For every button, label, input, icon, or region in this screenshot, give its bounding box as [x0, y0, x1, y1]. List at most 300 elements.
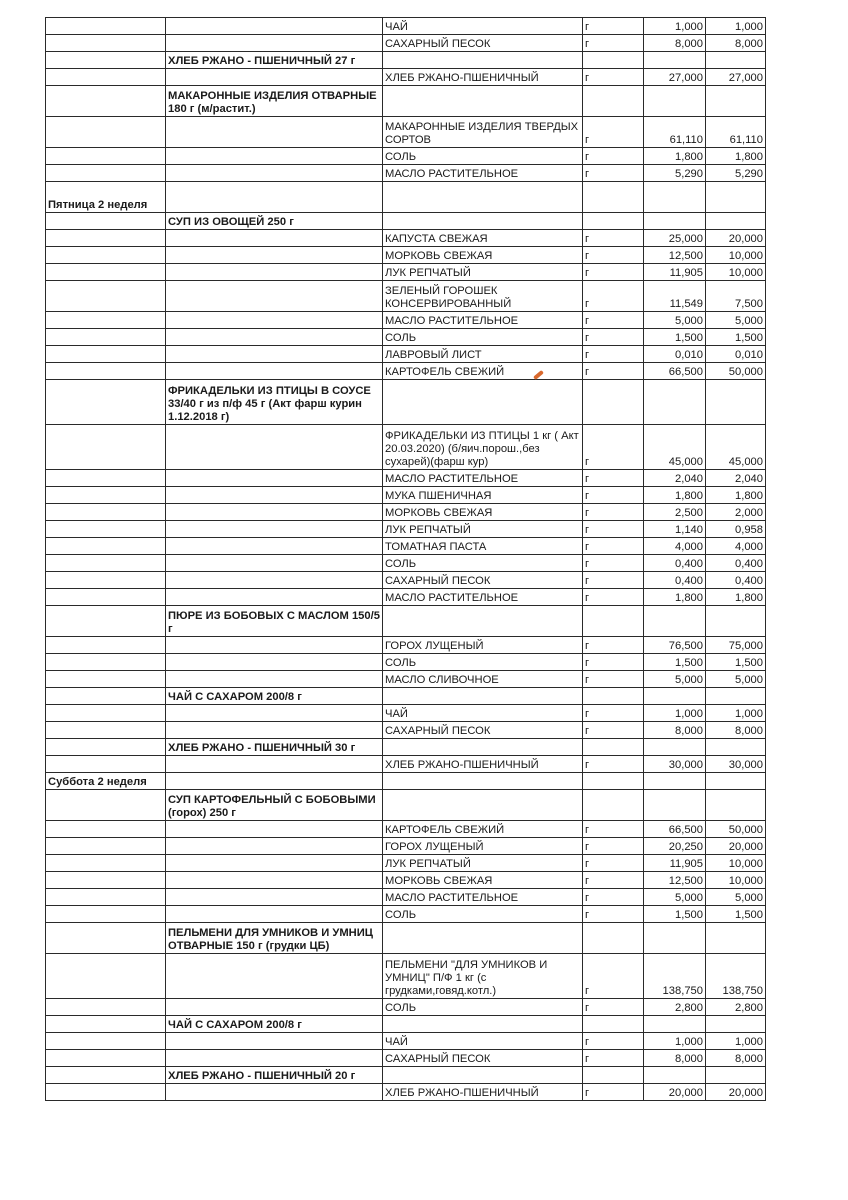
net-cell — [706, 380, 766, 425]
ingredient-row — [46, 872, 766, 889]
ingredient-cell: ЛУК РЕПЧАТЫЙ — [383, 264, 583, 281]
ingredient-row — [46, 1033, 766, 1050]
ingredient-row — [46, 889, 766, 906]
unit-cell: г — [583, 329, 644, 346]
unit-cell — [583, 182, 644, 213]
day-cell — [46, 637, 166, 654]
unit-cell — [583, 790, 644, 821]
ingredient-row — [46, 230, 766, 247]
ingredient-row — [46, 69, 766, 86]
day-cell — [46, 756, 166, 773]
ingredient-cell: САХАРНЫЙ ПЕСОК — [383, 1050, 583, 1067]
unit-cell: г — [583, 247, 644, 264]
ingredient-row — [46, 363, 766, 380]
gross-cell — [644, 606, 706, 637]
gross-cell: 2,500 — [644, 504, 706, 521]
ingredient-row — [46, 346, 766, 363]
dish-cell — [166, 722, 383, 739]
day-cell — [46, 52, 166, 69]
ingredient-cell: ХЛЕБ РЖАНО-ПШЕНИЧНЫЙ — [383, 69, 583, 86]
dish-row — [46, 380, 766, 425]
day-cell: Пятница 2 неделя — [46, 182, 166, 213]
gross-cell: 138,750 — [644, 954, 706, 999]
day-cell — [46, 247, 166, 264]
day-cell — [46, 538, 166, 555]
dish-row — [46, 923, 766, 954]
net-cell: 0,400 — [706, 555, 766, 572]
net-cell: 5,000 — [706, 671, 766, 688]
unit-cell: г — [583, 889, 644, 906]
unit-cell — [583, 86, 644, 117]
day-cell — [46, 487, 166, 504]
ingredient-cell: СОЛЬ — [383, 555, 583, 572]
day-cell — [46, 1050, 166, 1067]
gross-cell: 8,000 — [644, 35, 706, 52]
unit-cell: г — [583, 999, 644, 1016]
gross-cell: 61,110 — [644, 117, 706, 148]
unit-cell — [583, 213, 644, 230]
unit-cell: г — [583, 363, 644, 380]
dish-cell: СУП ИЗ ОВОЩЕЙ 250 г — [166, 213, 383, 230]
unit-cell — [583, 380, 644, 425]
ingredient-cell — [383, 213, 583, 230]
gross-cell: 66,500 — [644, 363, 706, 380]
dish-cell — [166, 555, 383, 572]
net-cell — [706, 182, 766, 213]
day-cell — [46, 35, 166, 52]
ingredient-cell: САХАРНЫЙ ПЕСОК — [383, 572, 583, 589]
ingredient-row — [46, 281, 766, 312]
gross-cell — [644, 182, 706, 213]
ingredient-cell: МАСЛО РАСТИТЕЛЬНОЕ — [383, 589, 583, 606]
ingredient-cell: ФРИКАДЕЛЬКИ ИЗ ПТИЦЫ 1 кг ( Акт 20.03.2020) (б/яич.порош.,без сухарей)(фарш кур) — [383, 425, 583, 470]
dish-cell — [166, 705, 383, 722]
unit-cell: г — [583, 165, 644, 182]
unit-cell: г — [583, 637, 644, 654]
unit-cell: г — [583, 470, 644, 487]
unit-cell: г — [583, 838, 644, 855]
ingredient-row — [46, 555, 766, 572]
gross-cell — [644, 773, 706, 790]
net-cell: 2,800 — [706, 999, 766, 1016]
dish-cell — [166, 504, 383, 521]
dish-row — [46, 790, 766, 821]
net-cell: 10,000 — [706, 872, 766, 889]
ingredient-row — [46, 906, 766, 923]
unit-cell: г — [583, 521, 644, 538]
ingredient-row — [46, 954, 766, 999]
dish-cell — [166, 838, 383, 855]
net-cell: 75,000 — [706, 637, 766, 654]
net-cell — [706, 52, 766, 69]
gross-cell — [644, 1016, 706, 1033]
day-cell — [46, 999, 166, 1016]
gross-cell — [644, 923, 706, 954]
unit-cell: г — [583, 1084, 644, 1101]
gross-cell — [644, 86, 706, 117]
ingredient-cell: СОЛЬ — [383, 148, 583, 165]
unit-cell: г — [583, 538, 644, 555]
ingredient-row — [46, 425, 766, 470]
gross-cell — [644, 688, 706, 705]
gross-cell: 1,800 — [644, 148, 706, 165]
net-cell: 8,000 — [706, 1050, 766, 1067]
net-cell — [706, 1016, 766, 1033]
gross-cell: 11,905 — [644, 264, 706, 281]
ingredient-cell: САХАРНЫЙ ПЕСОК — [383, 35, 583, 52]
net-cell: 45,000 — [706, 425, 766, 470]
dish-cell — [166, 312, 383, 329]
gross-cell: 20,000 — [644, 1084, 706, 1101]
dish-row — [46, 606, 766, 637]
ingredient-row — [46, 538, 766, 555]
gross-cell: 11,905 — [644, 855, 706, 872]
gross-cell: 1,000 — [644, 18, 706, 35]
dish-cell — [166, 855, 383, 872]
net-cell: 0,958 — [706, 521, 766, 538]
unit-cell: г — [583, 281, 644, 312]
day-cell — [46, 69, 166, 86]
dish-cell — [166, 247, 383, 264]
net-cell: 1,500 — [706, 329, 766, 346]
gross-cell — [644, 790, 706, 821]
ingredient-cell — [383, 52, 583, 69]
dish-cell — [166, 906, 383, 923]
ingredient-cell: КАРТОФЕЛЬ СВЕЖИЙ — [383, 363, 583, 380]
menu-table — [45, 17, 766, 1101]
gross-cell: 12,500 — [644, 247, 706, 264]
unit-cell: г — [583, 872, 644, 889]
dish-cell — [166, 487, 383, 504]
unit-cell: г — [583, 425, 644, 470]
day-cell — [46, 213, 166, 230]
dish-cell — [166, 572, 383, 589]
dish-cell — [166, 637, 383, 654]
dish-cell — [166, 521, 383, 538]
day-cell — [46, 1084, 166, 1101]
day-cell — [46, 555, 166, 572]
ingredient-row — [46, 117, 766, 148]
gross-cell — [644, 739, 706, 756]
gross-cell: 1,500 — [644, 906, 706, 923]
ingredient-row — [46, 165, 766, 182]
dish-cell — [166, 773, 383, 790]
gross-cell: 30,000 — [644, 756, 706, 773]
gross-cell — [644, 213, 706, 230]
dish-cell — [166, 1084, 383, 1101]
unit-cell: г — [583, 346, 644, 363]
dish-row — [46, 52, 766, 69]
ingredient-cell: ГОРОХ ЛУЩЕНЫЙ — [383, 637, 583, 654]
ingredient-cell — [383, 790, 583, 821]
ingredient-cell — [383, 773, 583, 790]
ingredient-cell: СОЛЬ — [383, 329, 583, 346]
day-cell — [46, 230, 166, 247]
day-cell — [46, 589, 166, 606]
gross-cell: 1,500 — [644, 329, 706, 346]
ingredient-cell: МАКАРОННЫЕ ИЗДЕЛИЯ ТВЕРДЫХ СОРТОВ — [383, 117, 583, 148]
net-cell — [706, 86, 766, 117]
unit-cell — [583, 739, 644, 756]
dish-cell — [166, 165, 383, 182]
gross-cell: 8,000 — [644, 722, 706, 739]
ingredient-row — [46, 264, 766, 281]
ingredient-cell — [383, 182, 583, 213]
ingredient-row — [46, 1084, 766, 1101]
ingredient-row — [46, 722, 766, 739]
net-cell: 10,000 — [706, 855, 766, 872]
day-cell — [46, 470, 166, 487]
ingredient-row — [46, 504, 766, 521]
day-cell — [46, 1033, 166, 1050]
net-cell — [706, 773, 766, 790]
dish-cell — [166, 654, 383, 671]
day-row — [46, 182, 766, 213]
unit-cell: г — [583, 705, 644, 722]
gross-cell: 1,000 — [644, 1033, 706, 1050]
ingredient-cell: МОРКОВЬ СВЕЖАЯ — [383, 247, 583, 264]
dish-cell: ЧАЙ С САХАРОМ 200/8 г — [166, 688, 383, 705]
ingredient-cell — [383, 86, 583, 117]
ingredient-cell: МАСЛО РАСТИТЕЛЬНОЕ — [383, 165, 583, 182]
day-cell — [46, 18, 166, 35]
ingredient-row — [46, 855, 766, 872]
ingredient-cell — [383, 739, 583, 756]
ingredient-cell: ТОМАТНАЯ ПАСТА — [383, 538, 583, 555]
ingredient-row — [46, 572, 766, 589]
gross-cell: 12,500 — [644, 872, 706, 889]
gross-cell: 76,500 — [644, 637, 706, 654]
dish-cell — [166, 264, 383, 281]
ingredient-cell — [383, 606, 583, 637]
dish-row — [46, 86, 766, 117]
ingredient-cell: ЛУК РЕПЧАТЫЙ — [383, 855, 583, 872]
gross-cell: 5,000 — [644, 671, 706, 688]
dish-cell — [166, 363, 383, 380]
ingredient-cell: МОРКОВЬ СВЕЖАЯ — [383, 872, 583, 889]
net-cell: 10,000 — [706, 247, 766, 264]
day-cell: Суббота 2 неделя — [46, 773, 166, 790]
dish-cell — [166, 425, 383, 470]
ingredient-row — [46, 312, 766, 329]
dish-cell: СУП КАРТОФЕЛЬНЫЙ С БОБОВЫМИ (горох) 250 г — [166, 790, 383, 821]
ingredient-cell: МУКА ПШЕНИЧНАЯ — [383, 487, 583, 504]
ingredient-cell: МОРКОВЬ СВЕЖАЯ — [383, 504, 583, 521]
ingredient-cell: САХАРНЫЙ ПЕСОК — [383, 722, 583, 739]
gross-cell — [644, 52, 706, 69]
gross-cell: 0,400 — [644, 555, 706, 572]
net-cell: 8,000 — [706, 35, 766, 52]
ingredient-cell — [383, 1016, 583, 1033]
unit-cell: г — [583, 117, 644, 148]
gross-cell: 1,500 — [644, 654, 706, 671]
dish-cell — [166, 1033, 383, 1050]
gross-cell: 2,040 — [644, 470, 706, 487]
day-cell — [46, 346, 166, 363]
net-cell: 1,500 — [706, 654, 766, 671]
ingredient-cell: КАПУСТА СВЕЖАЯ — [383, 230, 583, 247]
ingredient-cell: МАСЛО РАСТИТЕЛЬНОЕ — [383, 312, 583, 329]
unit-cell: г — [583, 148, 644, 165]
gross-cell — [644, 1067, 706, 1084]
unit-cell: г — [583, 230, 644, 247]
ingredient-cell: ХЛЕБ РЖАНО-ПШЕНИЧНЫЙ — [383, 1084, 583, 1101]
gross-cell: 1,140 — [644, 521, 706, 538]
gross-cell: 25,000 — [644, 230, 706, 247]
unit-cell: г — [583, 589, 644, 606]
ingredient-row — [46, 821, 766, 838]
day-cell — [46, 117, 166, 148]
unit-cell — [583, 688, 644, 705]
ingredient-row — [46, 705, 766, 722]
ingredient-cell: ЧАЙ — [383, 18, 583, 35]
unit-cell: г — [583, 555, 644, 572]
net-cell — [706, 213, 766, 230]
day-row — [46, 773, 766, 790]
day-cell — [46, 312, 166, 329]
unit-cell: г — [583, 906, 644, 923]
unit-cell: г — [583, 572, 644, 589]
dish-cell — [166, 346, 383, 363]
dish-cell: МАКАРОННЫЕ ИЗДЕЛИЯ ОТВАРНЫЕ 180 г (м/растит.) — [166, 86, 383, 117]
net-cell: 50,000 — [706, 363, 766, 380]
day-cell — [46, 380, 166, 425]
gross-cell: 45,000 — [644, 425, 706, 470]
menu-table-body — [46, 18, 766, 1101]
net-cell: 10,000 — [706, 264, 766, 281]
unit-cell: г — [583, 264, 644, 281]
dish-cell: ПЮРЕ ИЗ БОБОВЫХ С МАСЛОМ 150/5 г — [166, 606, 383, 637]
net-cell: 20,000 — [706, 1084, 766, 1101]
ingredient-cell — [383, 923, 583, 954]
day-cell — [46, 705, 166, 722]
unit-cell — [583, 606, 644, 637]
dish-cell — [166, 230, 383, 247]
unit-cell: г — [583, 671, 644, 688]
net-cell: 0,400 — [706, 572, 766, 589]
ingredient-cell: ПЕЛЬМЕНИ "ДЛЯ УМНИКОВ И УМНИЦ" П/Ф 1 кг (с грудками,говяд.котл.) — [383, 954, 583, 999]
unit-cell — [583, 1016, 644, 1033]
dish-cell — [166, 148, 383, 165]
gross-cell: 1,800 — [644, 589, 706, 606]
dish-cell: ПЕЛЬМЕНИ ДЛЯ УМНИКОВ И УМНИЦ ОТВАРНЫЕ 150 г (грудки ЦБ) — [166, 923, 383, 954]
dish-cell — [166, 954, 383, 999]
gross-cell: 2,800 — [644, 999, 706, 1016]
net-cell — [706, 606, 766, 637]
dish-cell — [166, 470, 383, 487]
ingredient-row — [46, 637, 766, 654]
net-cell: 20,000 — [706, 230, 766, 247]
day-cell — [46, 165, 166, 182]
ingredient-row — [46, 1050, 766, 1067]
net-cell: 1,000 — [706, 705, 766, 722]
day-cell — [46, 264, 166, 281]
gross-cell: 20,250 — [644, 838, 706, 855]
dish-cell: ХЛЕБ РЖАНО - ПШЕНИЧНЫЙ 30 г — [166, 739, 383, 756]
gross-cell: 8,000 — [644, 1050, 706, 1067]
dish-cell — [166, 999, 383, 1016]
day-cell — [46, 821, 166, 838]
gross-cell: 11,549 — [644, 281, 706, 312]
ingredient-cell: СОЛЬ — [383, 906, 583, 923]
gross-cell: 66,500 — [644, 821, 706, 838]
gross-cell: 0,400 — [644, 572, 706, 589]
gross-cell: 5,000 — [644, 312, 706, 329]
unit-cell: г — [583, 69, 644, 86]
dish-cell — [166, 117, 383, 148]
dish-row — [46, 1067, 766, 1084]
unit-cell: г — [583, 1050, 644, 1067]
dish-cell — [166, 182, 383, 213]
net-cell: 1,500 — [706, 906, 766, 923]
day-cell — [46, 739, 166, 756]
unit-cell — [583, 52, 644, 69]
net-cell: 2,040 — [706, 470, 766, 487]
day-cell — [46, 855, 166, 872]
day-cell — [46, 1067, 166, 1084]
net-cell: 1,000 — [706, 18, 766, 35]
ingredient-cell: ХЛЕБ РЖАНО-ПШЕНИЧНЫЙ — [383, 756, 583, 773]
day-cell — [46, 872, 166, 889]
ingredient-row — [46, 247, 766, 264]
day-cell — [46, 363, 166, 380]
dish-cell — [166, 821, 383, 838]
day-cell — [46, 790, 166, 821]
dish-cell — [166, 18, 383, 35]
day-cell — [46, 1016, 166, 1033]
dish-cell: ФРИКАДЕЛЬКИ ИЗ ПТИЦЫ В СОУСЕ 33/40 г из п/ф 45 г (Акт фарш курин 1.12.2018 г) — [166, 380, 383, 425]
net-cell: 7,500 — [706, 281, 766, 312]
net-cell: 5,000 — [706, 312, 766, 329]
day-cell — [46, 504, 166, 521]
net-cell: 20,000 — [706, 838, 766, 855]
net-cell — [706, 739, 766, 756]
dish-cell — [166, 281, 383, 312]
ingredient-row — [46, 329, 766, 346]
net-cell — [706, 923, 766, 954]
net-cell: 5,000 — [706, 889, 766, 906]
net-cell: 30,000 — [706, 756, 766, 773]
unit-cell — [583, 1067, 644, 1084]
unit-cell: г — [583, 654, 644, 671]
ingredient-row — [46, 487, 766, 504]
unit-cell: г — [583, 487, 644, 504]
ingredient-cell — [383, 380, 583, 425]
unit-cell: г — [583, 35, 644, 52]
day-cell — [46, 671, 166, 688]
ingredient-row — [46, 999, 766, 1016]
net-cell: 27,000 — [706, 69, 766, 86]
dish-cell — [166, 538, 383, 555]
ingredient-row — [46, 756, 766, 773]
gross-cell: 0,010 — [644, 346, 706, 363]
unit-cell — [583, 923, 644, 954]
day-cell — [46, 148, 166, 165]
net-cell: 2,000 — [706, 504, 766, 521]
ingredient-cell: СОЛЬ — [383, 999, 583, 1016]
ingredient-row — [46, 148, 766, 165]
unit-cell: г — [583, 821, 644, 838]
net-cell: 8,000 — [706, 722, 766, 739]
dish-cell — [166, 589, 383, 606]
dish-cell — [166, 69, 383, 86]
net-cell: 4,000 — [706, 538, 766, 555]
dish-cell — [166, 35, 383, 52]
unit-cell: г — [583, 855, 644, 872]
ingredient-row — [46, 671, 766, 688]
gross-cell: 5,290 — [644, 165, 706, 182]
unit-cell: г — [583, 722, 644, 739]
